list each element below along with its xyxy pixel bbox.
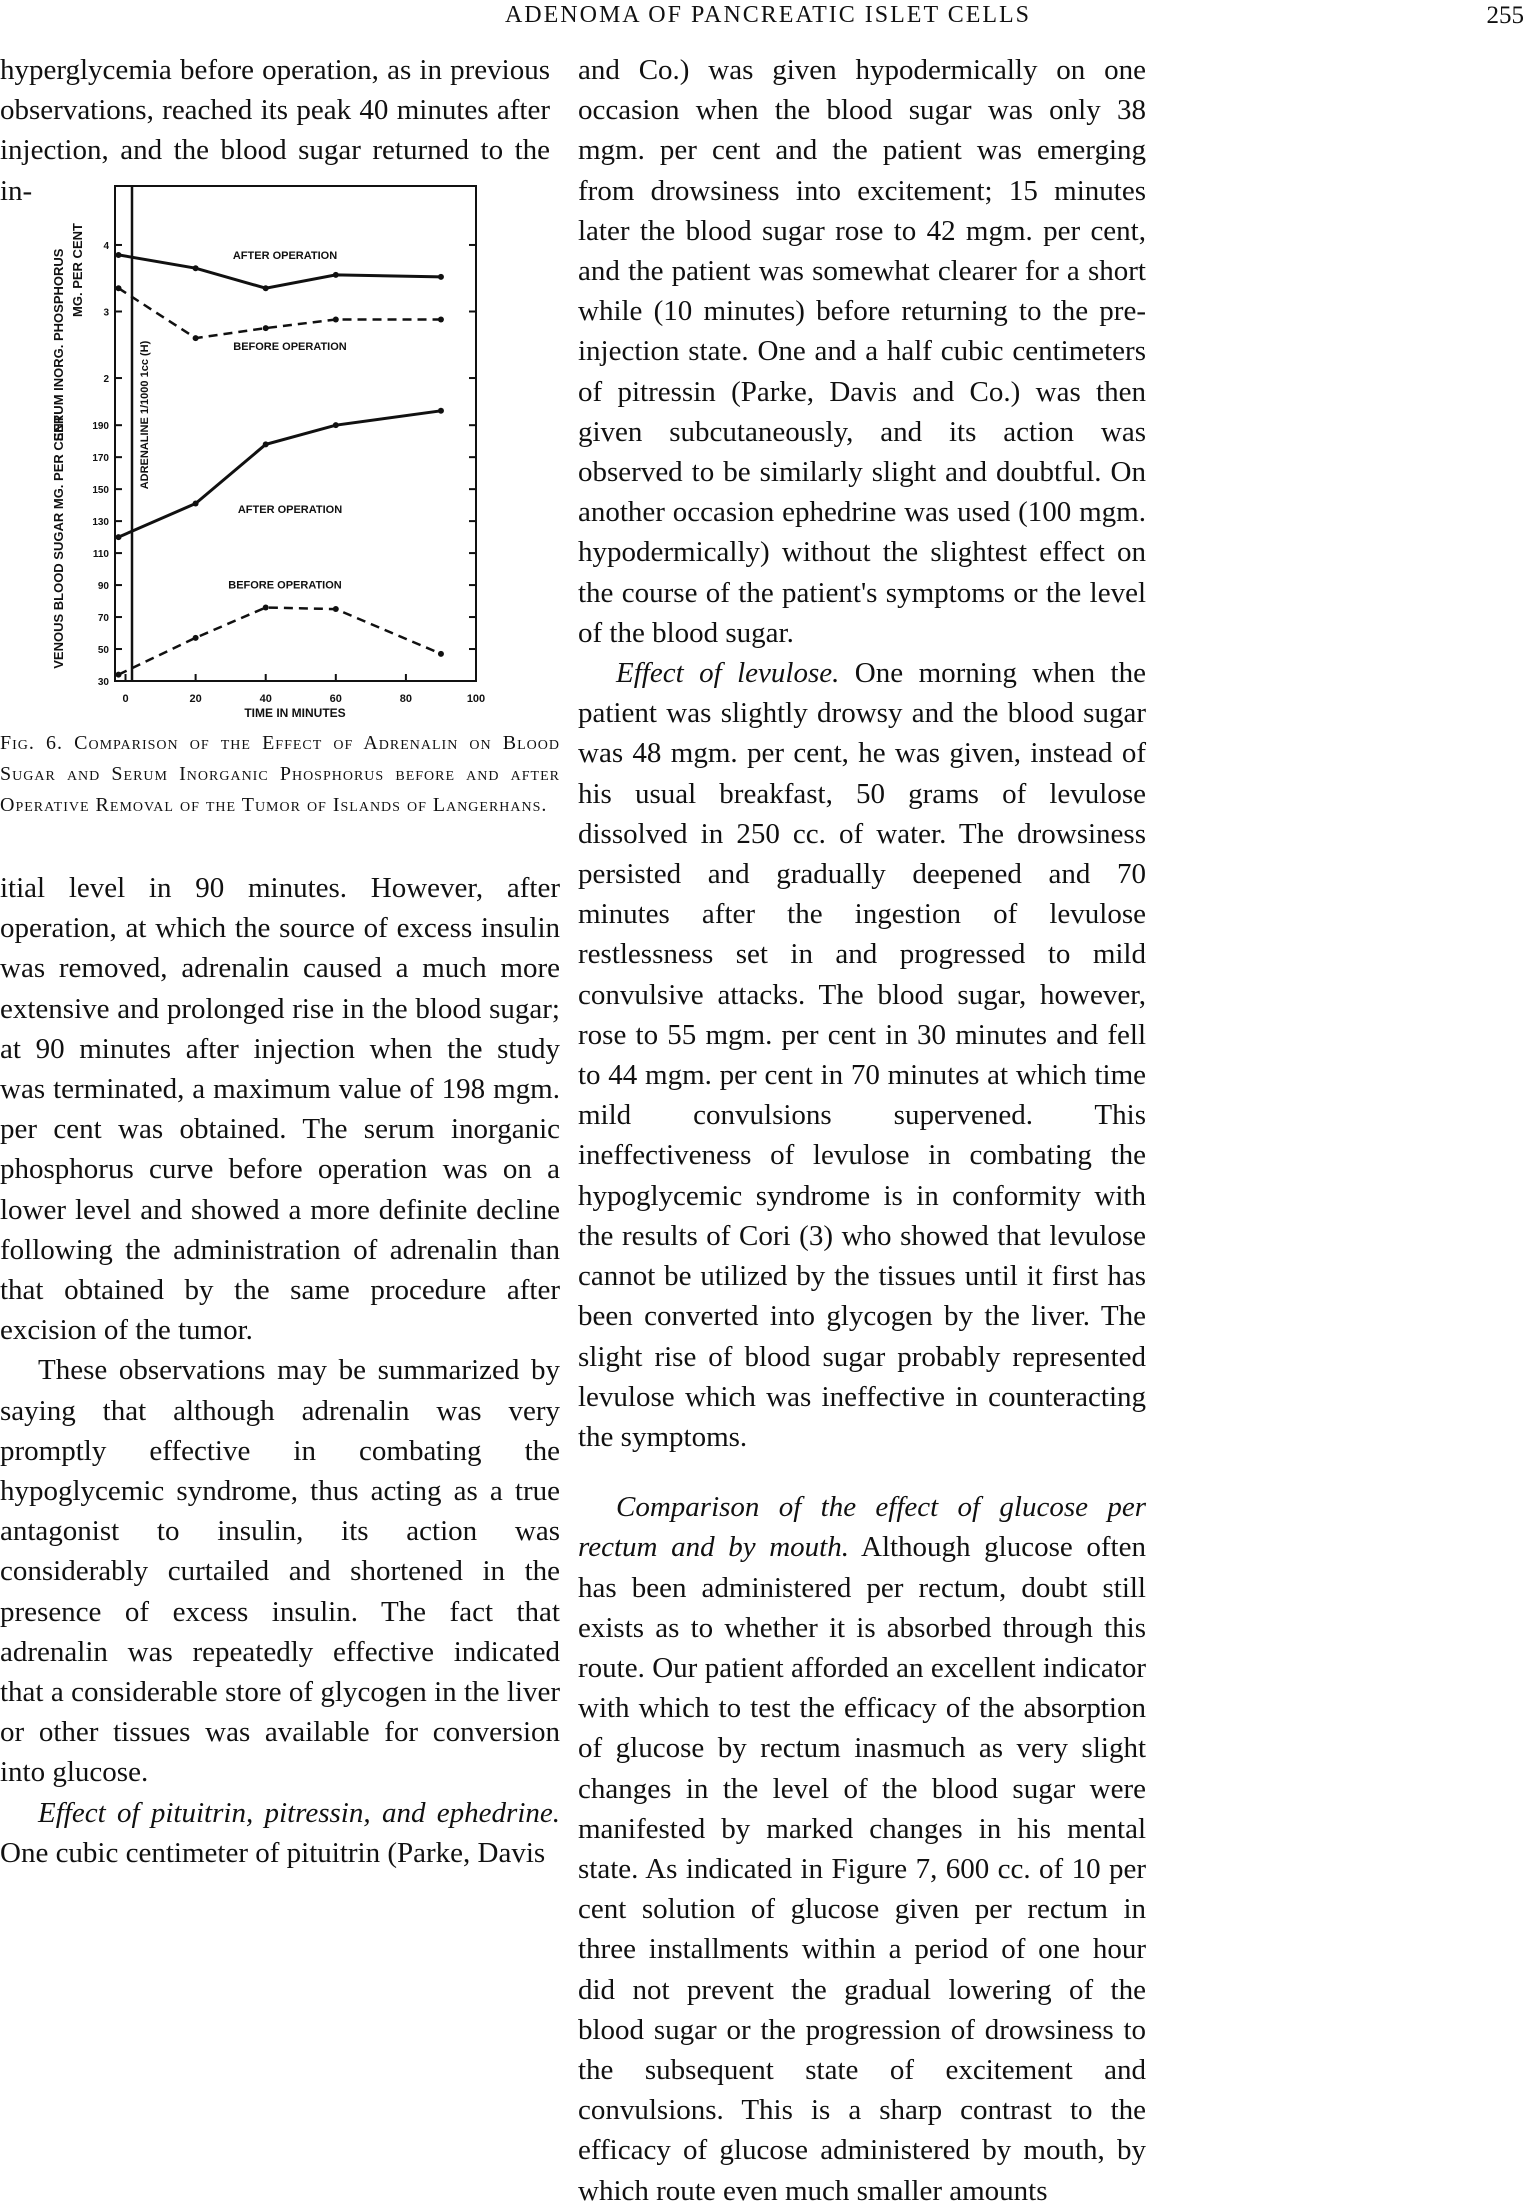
data-point bbox=[193, 635, 199, 641]
figure-caption: Fig. 6. Comparison of the Effect of Adrenalin on Blood Sugar and Serum Inorganic Phosphorus before and after Operative Removal of the Tumor of Islands of Langerhans. bbox=[0, 732, 560, 816]
series-label: BEFORE OPERATION bbox=[228, 579, 342, 592]
y-tick-label: 30 bbox=[97, 677, 109, 688]
data-point bbox=[438, 651, 444, 657]
running-title: ADENOMA OF PANCREATIC ISLET CELLS bbox=[504, 2, 1032, 28]
blood-sugar-axis-title: VENOUS BLOOD SUGAR MG. PER CENT bbox=[51, 415, 66, 669]
y-tick-label: 90 bbox=[97, 581, 109, 593]
paragraph: These observations may be summarized by saying that although adrenalin was very promptly effective in combating the hypoglycemic syndrome, thus acting as a true antagonist to insulin, its action was considerably curtailed and shortened in the presence of excess insulin. The fact that adrenalin was repeatedly effective indicated that a considerable store of glycogen in the liver or other tissues was available for conversion into glucose. bbox=[0, 1354, 560, 1789]
y-tick-label: 130 bbox=[92, 517, 109, 529]
paragraph bbox=[0, 1793, 560, 1873]
series-line bbox=[119, 288, 442, 338]
paragraph bbox=[578, 1487, 1146, 2211]
paragraph-text: One morning when the patient was slightly drowsy and the blood sugar was 48 mgm. per cent, he was given, instead of his usual breakfast, 50 grams of levulose dissolved in 250 cc. of water. The drowsiness persisted and gradually deepened and 70 minutes after the ingestion of levulose restlessness set in and progressed to mild convulsive attacks. The blood sugar, however, rose to 55 mgm. per cent in 30 minutes and fell to 44 mgm. per cent in 70 minutes at which time mild convulsions supervened. This ineffectiveness of levulose in combating the hypoglycemic syndrome is in conformity with the results of Cori (3) who showed that levulose cannot be utilized by the tissues until it first has been converted into glycogen by the liver. The slight rise of blood sugar probably represented levulose which was ineffective in counteracting the symptoms. bbox=[578, 657, 1146, 1453]
paragraph: hyperglycemia before operation, as in previous observations, reached its peak 40 minutes after injection, and the blood sugar returned to the in- bbox=[0, 54, 550, 207]
data-point bbox=[263, 441, 269, 447]
x-tick-label: 0 bbox=[122, 693, 129, 705]
y-tick-label: 3 bbox=[103, 307, 109, 319]
series-line bbox=[119, 411, 442, 537]
data-point bbox=[193, 265, 199, 271]
x-tick-label: 40 bbox=[259, 693, 272, 705]
paragraph-text: Although glucose often has been administered per rectum, doubt still exists as to whether it is absorbed through this route. Our patient afforded an excellent indicator with which to test the efficacy of the absorption of glucose by rectum inasmuch as very slight changes in the level of the blood sugar were manifested by marked changes in his mental state. As indicated in Figure 7, 600 cc. of 10 per cent solution of glucose given per rectum in three installments within a period of one hour did not prevent the gradual lowering of the blood sugar or the progression of drowsiness to the subsequent state of excitement and convulsions. This is a sharp contrast to the efficacy of glucose administered by mouth, by which route even much smaller amounts bbox=[578, 1531, 1146, 2207]
y-tick-label: 190 bbox=[92, 421, 109, 433]
left-column-bottom bbox=[0, 868, 560, 1873]
x-tick-label: 80 bbox=[399, 693, 413, 705]
data-point bbox=[438, 316, 444, 322]
data-point bbox=[438, 408, 444, 414]
page-number: 255 bbox=[1486, 2, 1524, 29]
series-label: BEFORE OPERATION bbox=[233, 341, 347, 354]
data-point bbox=[116, 285, 122, 291]
data-point bbox=[263, 604, 269, 610]
paragraph: and Co.) was given hypodermically on one occasion when the blood sugar was only 38 mgm. per cent and the patient was emerging from drowsiness into excitement; 15 minutes later the blood sugar rose to 42 mgm. per cent, and the patient was somewhat clearer for a short while (10 minutes) before returning to the pre-injection state. One and a half cubic centimeters of pitressin (Parke, Davis and Co.) was then given subcutaneously, and its action was observed to be similarly slight and doubtful. On another occasion ephedrine was used (100 mgm. hypodermically) without the slightest effect on the course of the patient's symptoms or the level of the blood sugar. bbox=[578, 54, 1146, 649]
data-point bbox=[263, 285, 269, 291]
series-label: AFTER OPERATION bbox=[232, 249, 338, 262]
data-point bbox=[333, 316, 339, 322]
paragraph-text: One cubic centimeter of pituitrin (Parke, Davis bbox=[0, 1836, 546, 1869]
section-heading: Effect of levulose. bbox=[616, 657, 840, 690]
y-tick-label: 2 bbox=[103, 374, 109, 386]
figure-6-chart bbox=[40, 170, 510, 720]
section-heading: Comparison of the effect of glucose per rectum and by mouth. bbox=[578, 1491, 1146, 1564]
paragraph bbox=[578, 653, 1146, 1457]
y-tick-label: 70 bbox=[97, 613, 109, 625]
adrenaline-annotation: ADRENALINE 1/1000 1cc (H) bbox=[139, 340, 151, 490]
data-point bbox=[116, 252, 122, 258]
y-tick-label: 150 bbox=[92, 485, 109, 497]
series-label: AFTER OPERATION bbox=[237, 504, 343, 517]
data-point bbox=[193, 501, 199, 507]
data-point bbox=[438, 274, 444, 280]
y-tick-label: 170 bbox=[92, 453, 109, 465]
x-axis-title: TIME IN MINUTES bbox=[244, 706, 346, 720]
x-tick-label: 20 bbox=[189, 693, 202, 705]
series-line bbox=[119, 608, 442, 675]
y-tick-label: 110 bbox=[92, 549, 109, 561]
phosphorus-axis-title-line1: SERUM INORG. PHOSPHORUS bbox=[51, 248, 66, 442]
section-heading: Effect of pituitrin, pitressin, and ephedrine. bbox=[38, 1796, 560, 1829]
data-point bbox=[263, 325, 269, 331]
x-tick-label: 100 bbox=[466, 693, 486, 705]
data-point bbox=[333, 422, 339, 428]
data-point bbox=[333, 272, 339, 278]
phosphorus-axis-title-line2: MG. PER CENT bbox=[70, 223, 85, 317]
page-header bbox=[0, 0, 1536, 32]
right-column bbox=[578, 50, 1146, 2211]
x-tick-label: 60 bbox=[329, 693, 342, 705]
y-tick-label: 50 bbox=[97, 645, 109, 657]
y-tick-label: 4 bbox=[103, 240, 109, 252]
data-point bbox=[333, 606, 339, 612]
data-point bbox=[116, 672, 122, 678]
data-point bbox=[193, 335, 199, 341]
data-point bbox=[116, 534, 122, 540]
paragraph: itial level in 90 minutes. However, after operation, at which the source of excess insulin was removed, adrenalin caused a much more extensive and prolonged rise in the blood sugar; at 90 minutes after injection when the study was terminated, a maximum value of 198 mgm. per cent was obtained. The serum inorganic phosphorus curve before operation was on a lower level and showed a more definite decline following the administration of adrenalin than that obtained by the same procedure after excision of the tumor. bbox=[0, 872, 560, 1347]
